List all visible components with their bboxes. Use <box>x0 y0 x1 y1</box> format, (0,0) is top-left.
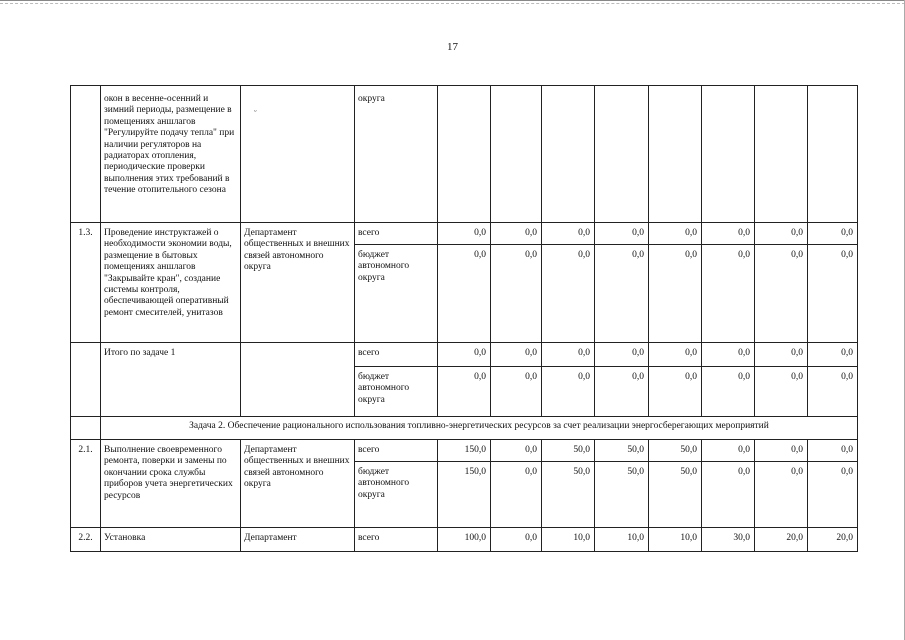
value-cell: 0,0 <box>438 343 491 367</box>
value-cell: 0,0 <box>542 343 595 367</box>
value-cell: 150,0 <box>438 440 491 462</box>
value-cell: 10,0 <box>649 528 702 552</box>
value-cell: 0,0 <box>438 223 491 245</box>
value-cell: 0,0 <box>542 367 595 417</box>
table-row <box>71 440 858 462</box>
value-cell <box>542 86 595 223</box>
funding-source: бюджет автономного округа <box>355 462 438 528</box>
value-cell: 0,0 <box>438 367 491 417</box>
scan-mark: ᵕ <box>254 106 257 116</box>
value-cell <box>491 86 542 223</box>
funding-source: всего <box>355 528 438 552</box>
value-cell: 0,0 <box>595 223 649 245</box>
value-cell: 50,0 <box>595 440 649 462</box>
value-cell: 10,0 <box>542 528 595 552</box>
value-cell: 0,0 <box>491 528 542 552</box>
page-number: 17 <box>447 41 458 53</box>
value-cell: 0,0 <box>542 245 595 343</box>
value-cell <box>438 86 491 223</box>
value-cell: 0,0 <box>702 367 755 417</box>
value-cell: 0,0 <box>808 440 858 462</box>
value-cell: 0,0 <box>491 223 542 245</box>
value-cell: 0,0 <box>649 343 702 367</box>
value-cell: 20,0 <box>755 528 808 552</box>
value-cell: 0,0 <box>595 367 649 417</box>
task-heading: Задача 2. Обеспечение рационального использования топливно-энергетических ресурсов за счет реализации энергосберегающих мероприятий <box>101 417 858 440</box>
value-cell: 100,0 <box>438 528 491 552</box>
value-cell: 0,0 <box>702 462 755 528</box>
value-cell <box>808 86 858 223</box>
value-cell: 0,0 <box>649 245 702 343</box>
value-cell <box>702 86 755 223</box>
funding-source: бюджет автономного округа <box>355 367 438 417</box>
row-index: 2.2. <box>71 528 101 552</box>
program-table <box>70 85 858 552</box>
table-row <box>71 223 858 245</box>
scan-top-edge <box>0 0 905 4</box>
value-cell: 150,0 <box>438 462 491 528</box>
row-index <box>71 86 101 223</box>
value-cell: 30,0 <box>702 528 755 552</box>
funding-source: округа <box>355 86 438 223</box>
measure-name: Итого по задаче 1 <box>101 343 241 417</box>
value-cell: 0,0 <box>438 245 491 343</box>
value-cell: 0,0 <box>491 440 542 462</box>
value-cell: 50,0 <box>649 440 702 462</box>
value-cell: 0,0 <box>491 367 542 417</box>
value-cell <box>755 86 808 223</box>
value-cell: 0,0 <box>755 245 808 343</box>
value-cell: 0,0 <box>755 223 808 245</box>
row-index <box>71 417 101 440</box>
table-row <box>71 417 858 440</box>
value-cell: 0,0 <box>649 223 702 245</box>
value-cell: 0,0 <box>702 343 755 367</box>
value-cell: 0,0 <box>808 223 858 245</box>
value-cell: 50,0 <box>649 462 702 528</box>
executor: Департамент <box>241 528 355 552</box>
measure-name: Выполнение своевременного ремонта, поверки и замены по окончании срока службы приборов учета энергетических ресурсов <box>101 440 241 528</box>
value-cell: 0,0 <box>595 343 649 367</box>
value-cell <box>595 86 649 223</box>
row-index: 1.3. <box>71 223 101 343</box>
value-cell: 0,0 <box>542 223 595 245</box>
value-cell: 0,0 <box>595 245 649 343</box>
value-cell: 0,0 <box>702 440 755 462</box>
executor: Департамент общественных и внешних связей автономного округа <box>241 440 355 528</box>
value-cell: 50,0 <box>542 440 595 462</box>
value-cell: 20,0 <box>808 528 858 552</box>
value-cell: 0,0 <box>702 223 755 245</box>
funding-source: всего <box>355 343 438 367</box>
measure-name: Проведение инструктажей о необходимости экономии воды, размещение в бытовых помещениях аншлагов "Закрывайте кран", создание системы контроля, обеспечивающей оперативный ремонт смесителей, унитазов <box>101 223 241 343</box>
value-cell: 0,0 <box>755 440 808 462</box>
value-cell: 0,0 <box>491 245 542 343</box>
value-cell: 10,0 <box>595 528 649 552</box>
executor <box>241 343 355 417</box>
value-cell: 0,0 <box>649 367 702 417</box>
executor <box>241 86 355 223</box>
value-cell: 0,0 <box>755 462 808 528</box>
table-row <box>71 528 858 552</box>
value-cell: 0,0 <box>808 462 858 528</box>
value-cell: 0,0 <box>702 245 755 343</box>
funding-source: бюджет автономного округа <box>355 245 438 343</box>
measure-name: окон в весенне-осенний и зимний периоды, размещение в помещениях аншлагов "Регулируйте подачу тепла" при наличии регуляторов на радиаторах отопления, периодические проверки выполнения этих требований в течение отопительного сезона <box>101 86 241 223</box>
value-cell: 0,0 <box>491 343 542 367</box>
row-index: 2.1. <box>71 440 101 528</box>
value-cell: 50,0 <box>595 462 649 528</box>
table-row <box>71 86 858 223</box>
row-index <box>71 343 101 417</box>
measure-name: Установка <box>101 528 241 552</box>
funding-source: всего <box>355 440 438 462</box>
value-cell: 0,0 <box>491 462 542 528</box>
value-cell: 0,0 <box>808 245 858 343</box>
value-cell: 50,0 <box>542 462 595 528</box>
executor: Департамент общественных и внешних связей автономного округа <box>241 223 355 343</box>
value-cell: 0,0 <box>808 343 858 367</box>
value-cell: 0,0 <box>755 367 808 417</box>
table-row <box>71 343 858 367</box>
value-cell <box>649 86 702 223</box>
value-cell: 0,0 <box>755 343 808 367</box>
funding-source: всего <box>355 223 438 245</box>
value-cell: 0,0 <box>808 367 858 417</box>
